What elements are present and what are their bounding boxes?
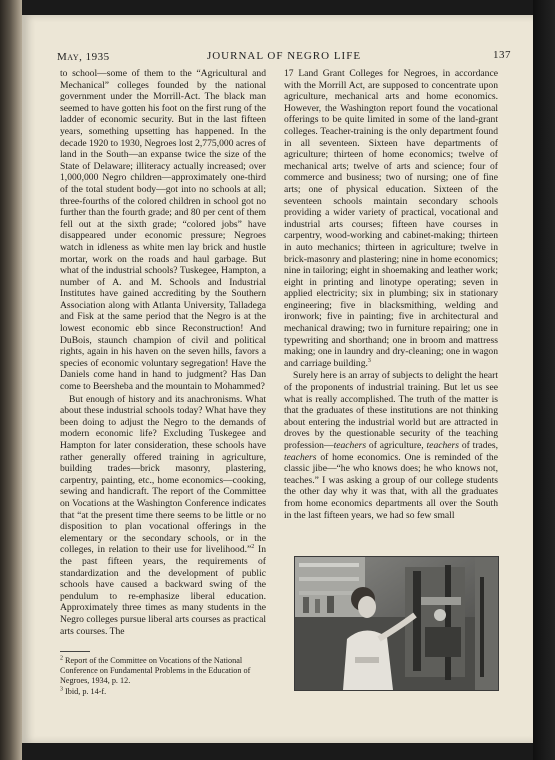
- right-paragraph-1: [284, 68, 498, 369]
- footnote-3-number: 3: [60, 686, 63, 693]
- italic-teachers-3: teachers: [284, 451, 317, 463]
- italic-teachers-1: teachers: [333, 440, 367, 451]
- footnotes: [60, 651, 266, 698]
- right-column: [284, 68, 498, 521]
- right-paragraph-2-tail: of home economics. One is reminded of the classic jibe—“he who knows does; he who knows not, teaches.” I was asking a group of our college students the other day why it was that, with all the graduates from home economics departments all over the South in the last fifteen years, we had so few small: [284, 451, 498, 521]
- photograph-woman-at-machine: [294, 556, 499, 691]
- scan-edge: [533, 0, 555, 760]
- right-paragraph-2-head: Surely here is an array of subjects to delight the heart of the proponents of industrial training. But let us see what is really accomplished. The truth of the matter is that the graduates of these institutions are not thinking about entering the industrial world but are attracted in droves by the questionable security of the teaching profession—: [284, 370, 498, 451]
- footnote-ref-2[interactable]: 2: [251, 544, 255, 551]
- photo-illustration: [295, 557, 498, 690]
- right-paragraph-2: [284, 370, 498, 521]
- left-paragraph-2: [60, 394, 266, 637]
- right-paragraph-2-mid-1: of agriculture,: [366, 440, 427, 451]
- page-number: 137: [493, 49, 511, 61]
- right-paragraph-1-body: 17 Land Grant Colleges for Negroes, in accordance with the Morrill Act, are supposed to concentrate upon agriculture, mechanical arts and home economics. However, the Washington report found the vocational offerings to be quite limited in some of the land-grant colleges. Teacher-training is the only department found in all seventeen. Sixteen have departments of agriculture; thirteen of home economics; twelve of mechanical arts; twelve of arts and science; four of commerce and business; two of nursing; one of fine arts; one of physical education. Sixteen of the seventeen schools maintain secondary schools providing a wider variety of practical, vocational and industrial arts courses; fifteen have courses in carpentry, wood-working and cabinet-making; thirteen in auto mechanics; thirteen in agriculture; twelve in brick-masonry and plastering; nine in home economics; nine in tailoring; eight in shoemaking and leather work; eight in printing and linotype operating; seven in applied electricity; six in plumbing; six in stationary engineering; five in blacksmithing, welding and ironwork; five in painting; five in architectural and mechanical drawing; two in furniture repairing; one in typewriting and shorthand; one in broom and mattress making; one in laundry and dry-cleaning; one in wagon and carriage building.: [284, 68, 498, 369]
- right-paragraph-2-mid-2: of trades,: [459, 440, 498, 451]
- left-paragraph-2-body: But enough of history and its anachronisms. What about these industrial schools today? What have they been doing to adjust the Negro to the demands of modern economic life? Excluding Tuskegee and Hampton for later consideration, these schools have rather generally offered training in agriculture, building trades—brick masonry, plastering, carpentry, painting, etc., home economics—cooking, sewing and handicraft. The report of the Committee on Vocations at the Washington Conference indicates that “at the present time there seems to be little or no disposition to plan vocational offerings in the elementary or the secondary schools, or in the colleges, in relation to their use for livelihood.”: [60, 393, 266, 556]
- footnote-3-text: Ibid, p. 14-f.: [65, 687, 107, 696]
- footnote-2: [60, 656, 266, 686]
- italic-teachers-2: teachers: [426, 440, 460, 451]
- running-head: [57, 49, 511, 65]
- footnote-ref-3[interactable]: 3: [367, 357, 371, 364]
- footnote-2-text: Report of the Committee on Vocations of the National Conference on Fundamental Problems in the Education of Negroes, 1934, p. 12.: [60, 656, 251, 685]
- footnote-2-number: 2: [60, 655, 63, 662]
- journal-title: JOURNAL OF NEGRO LIFE: [206, 50, 362, 62]
- footnote-rule: [60, 651, 90, 652]
- left-column: [60, 68, 266, 637]
- left-paragraph-2-tail: In the past fifteen years, the requirements of standardization and the development of public schools have caused a backward swing of the pendulum to re-emphasize liberal education. Approximately three times as many students in the Negro colleges pursue liberal arts courses as practical arts courses. The: [60, 544, 267, 637]
- book-binding: [0, 0, 22, 760]
- issue-date: May, 1935: [57, 51, 110, 63]
- footnote-3: [60, 687, 266, 697]
- left-paragraph-1: to school—some of them to the “Agricultural and Mechanical” colleges founded by the national government under the Morrill-Act. The black man seemed to have gotten his foot on the first rung of the ladder of economic security. But in the last fifteen years, something upsetting has happened. In the decade 1920 to 1930, Negroes lost 2,775,000 acres of land in the South—an expanse twice the size of the State of Delaware; illiteracy actually increased; over 1,000,000 Negro children—approximately one-third of the total student body—got into no schools at all; three-fourths of the colored children in school got no further than the fourth grade; and 80 per cent of them fell out at the sixth grade; “colored jobs” have disappeared under economic pressure; Negroes watch in idleness as white men lay brick and hustle mortar, work on the roads and haul garbage. But what of the industrial schools? Tuskegee, Hampton, a number of A. and M. Schools and Industrial Institutes have gained accrediting by the Southern Association along with Atlanta University, Talladega and Fisk at the same period that the Negro is at the lowest economic ebb since Reconstruction! And DuBois, staunch champion of civil and political rights, again in his haven on the seven hills, favors a species of economic voluntary segregation! Have the Daniels come hand in hand to judgment? Has Dan come to Beersheba and the mountain to Mohammed?: [60, 68, 266, 393]
